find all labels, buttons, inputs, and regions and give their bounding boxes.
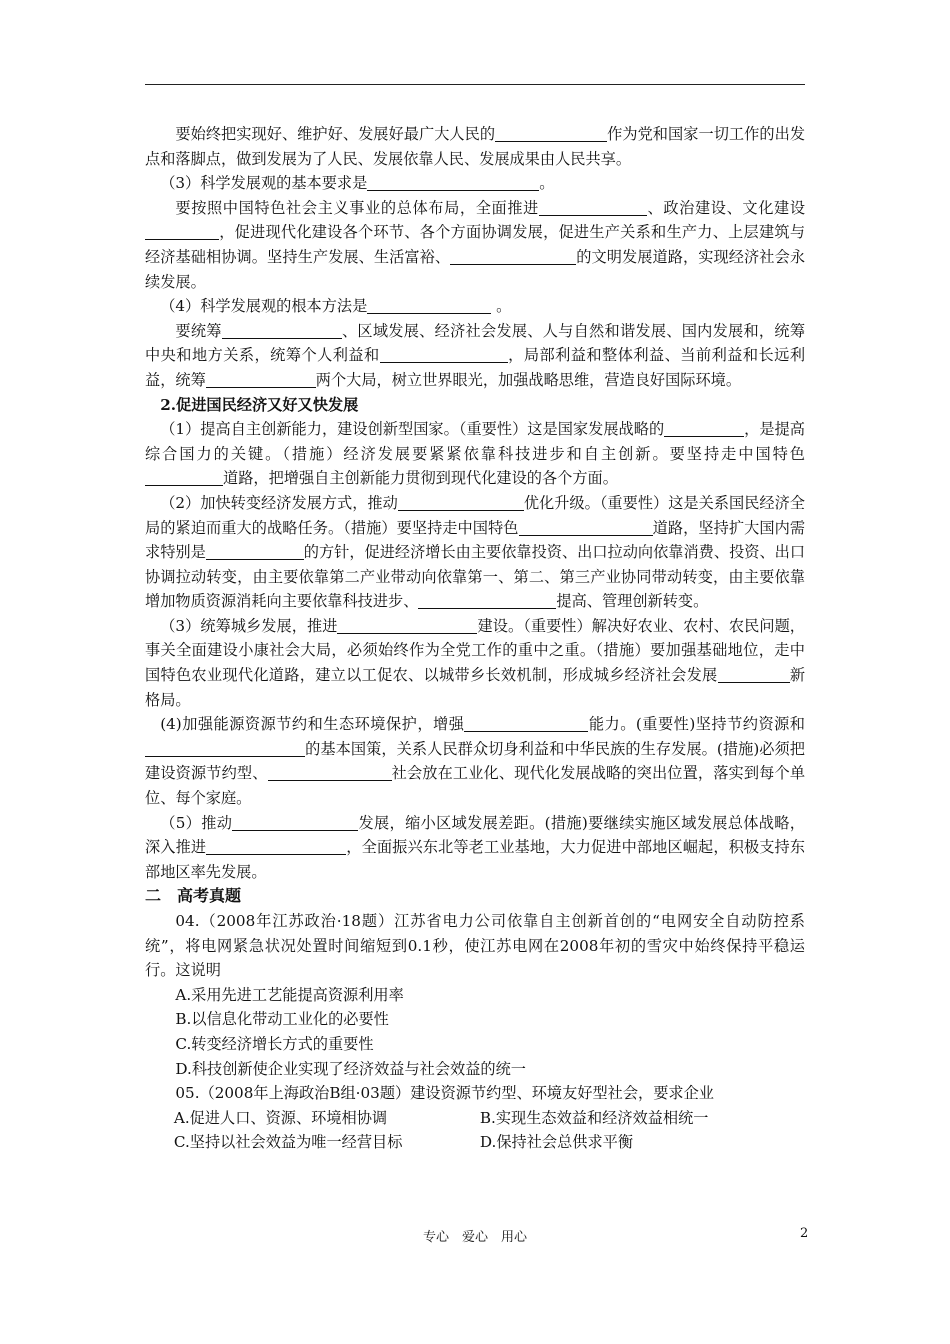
fill-blank[interactable]: [367, 297, 491, 314]
fill-blank[interactable]: [145, 223, 219, 240]
option[interactable]: B.实现生态效益和经济效益相统一: [479, 1108, 709, 1127]
page-number: 2: [800, 1226, 809, 1241]
fill-blank[interactable]: [367, 174, 539, 191]
paragraph: （1）提高自主创新能力，建设创新型国家。（重要性）这是国家发展战略的 ，是提高综合国力的关键。（措施）经济发展要紧紧依靠科技进步和自主创新。要坚持走中国特色道路，把增强自主创新能力贯彻到现代化建设的各个方面。: [145, 420, 805, 488]
option[interactable]: B.以信息化带动工业化的必要性: [175, 1010, 389, 1029]
fill-blank[interactable]: [145, 740, 305, 757]
fill-blank[interactable]: [718, 666, 790, 683]
option[interactable]: C.坚持以社会效益为唯一经营目标: [173, 1133, 403, 1152]
paragraph: 要始终把实现好、维护好、发展好最广大人民的 作为党和国家一切工作的出发点和落脚点，做到发展为了人民、发展依靠人民、发展成果由人民共享。: [145, 125, 806, 168]
header-rule: [145, 84, 805, 85]
option[interactable]: A.采用先进工艺能提高资源利用率: [175, 985, 404, 1004]
document-body: [145, 122, 805, 1155]
fill-blank[interactable]: [145, 469, 223, 486]
paragraph: (4)加强能源资源节约和生态环境保护，增强 能力。(重要性)坚持节约资源和的基本国策，关系人民群众切身利益和中华民族的生存发展。(措施)必须把建设资源节约型、 社会放在工业化、现代化发展战略的突出位置，落实到每个单位、每个家庭。: [145, 715, 806, 808]
fill-blank[interactable]: [232, 814, 358, 831]
fill-blank[interactable]: [222, 322, 342, 339]
question-04: [145, 909, 805, 983]
option[interactable]: A.促进人口、资源、环境相协调: [173, 1108, 388, 1127]
paragraph: （5）推动 发展，缩小区域发展差距。(措施)要继续实施区域发展总体战略，深入推进 ，全面振兴东北等老工业基地，大力促进中部地区崛起，积极支持东部地区率先发展。: [145, 813, 806, 881]
section-heading: 2.促进国民经济又好又快发展: [160, 395, 359, 414]
fill-blank[interactable]: [206, 371, 316, 388]
page-footer: 专心 爱心 用心: [422, 1230, 527, 1245]
section-heading: 二 高考真题: [145, 886, 242, 906]
fill-blank[interactable]: [664, 420, 744, 437]
paragraph: 要统筹 、区域发展、经济社会发展、人与自然和谐发展、国内发展和，统筹中央和地方关系，统筹个人利益和 ，局部利益和整体利益、当前利益和长远利益，统筹 两个大局，树立世界眼光，加强战略思维，营造良好国际环境。: [145, 321, 806, 389]
paragraph: （3）统筹城乡发展，推进 建设。（重要性）解决好农业、农村、农民问题，事关全面建设小康社会大局，必须始终作为全党工作的重中之重。（措施）要加强基础地位，走中国特色农业现代化道路，建立以工促农、以城带乡长效机制，形成城乡经济社会发展 新格局。: [145, 616, 806, 709]
question-05: [145, 1081, 805, 1106]
fill-blank[interactable]: [337, 617, 477, 634]
option[interactable]: C.转变经济增长方式的重要性: [175, 1034, 374, 1053]
option-row: [145, 1106, 805, 1131]
fill-blank[interactable]: [464, 715, 588, 732]
fill-blank[interactable]: [206, 838, 346, 855]
fill-blank[interactable]: [268, 764, 392, 781]
paragraph: （3）科学发展观的基本要求是 。: [160, 174, 555, 193]
fill-blank[interactable]: [206, 543, 304, 560]
question-number: 04.: [175, 912, 200, 930]
paragraph: 要按照中国特色社会主义事业的总体布局，全面推进 、政治建设、文化建设，促进现代化建设各个环节、各个方面协调发展，促进生产关系和生产力、上层建筑与经济基础相协调。坚持生产发展、生活富裕、 的文明发展道路，实现经济社会永续发展。: [145, 198, 806, 291]
option[interactable]: D.保持社会总供求平衡: [479, 1133, 634, 1152]
fill-blank[interactable]: [519, 519, 653, 536]
question-number: 05.: [175, 1084, 200, 1103]
fill-blank[interactable]: [398, 494, 524, 511]
fill-blank[interactable]: [539, 199, 647, 216]
fill-blank[interactable]: [418, 592, 556, 609]
question-text: （2008年上海政治B组·03题）建设资源节约型、环境友好型社会，要求企业: [199, 1084, 714, 1103]
option[interactable]: D.科技创新使企业实现了经济效益与社会效益的统一: [175, 1059, 526, 1078]
question-text: （2008年江苏政治·18题）江苏省电力公司依靠自主创新首创的“电网安全自动防控系统”，将电网紧急状况处置时间缩短到0.1秒，使江苏电网在2008年初的雪灾中始终保持平稳运行。这说明: [145, 912, 805, 980]
fill-blank[interactable]: [380, 346, 508, 363]
paragraph: （4）科学发展观的根本方法是 。: [160, 297, 512, 316]
fill-blank[interactable]: [495, 125, 607, 142]
fill-blank[interactable]: [450, 248, 576, 265]
option-row: [145, 1130, 805, 1155]
paragraph: （2）加快转变经济发展方式，推动 优化升级。（重要性）这是关系国民经济全局的紧迫而重大的战略任务。（措施）要坚持走中国特色 道路，坚持扩大国内需求特别是 的方针，促进经济增长由主要依靠投资、出口拉动向依靠消费、投资、出口协调拉动转变，由主要依靠第二产业带动向依靠第一、第二、第三产业协同带动转变，由主要依靠增加物质资源消耗向主要依靠科技进步、 提高、管理创新转变。: [145, 493, 806, 611]
